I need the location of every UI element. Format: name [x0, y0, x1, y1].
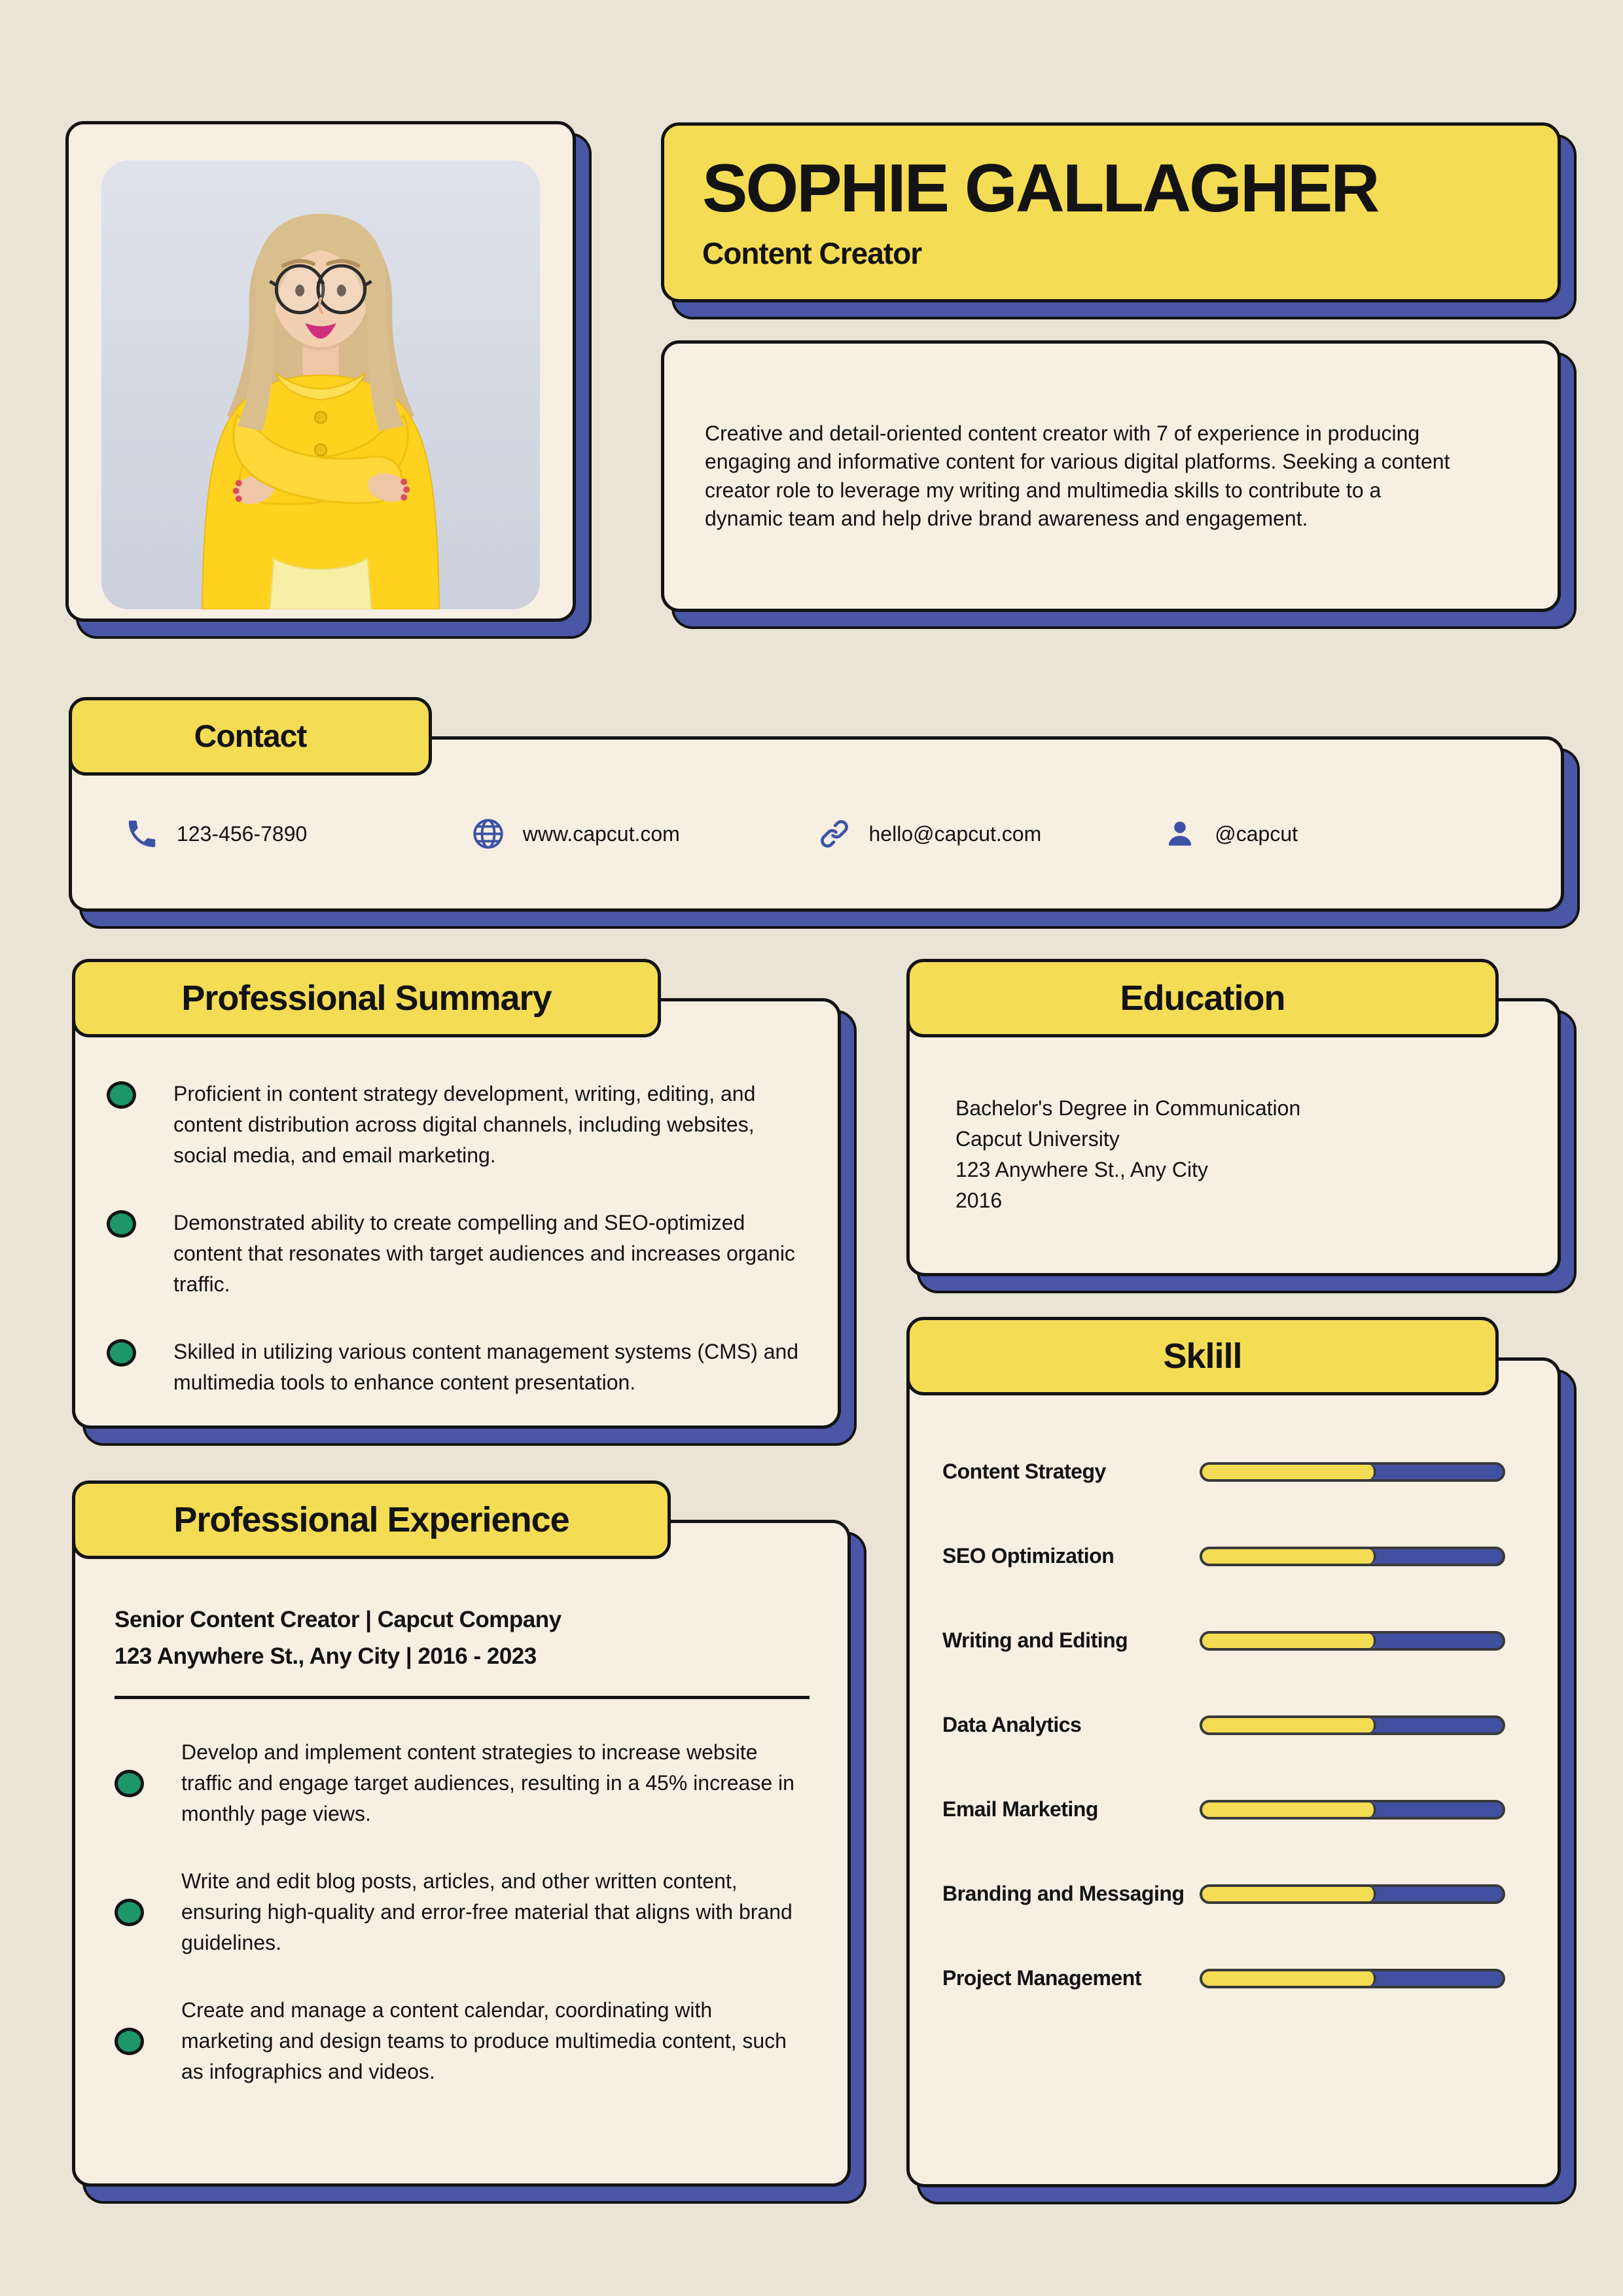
bullet-dot-icon — [115, 1899, 144, 1926]
skill-row — [942, 1852, 1505, 1936]
skill-bar-fill — [1202, 1718, 1376, 1732]
education-heading: Education — [1120, 978, 1285, 1018]
bullet-dot-icon — [107, 1339, 136, 1367]
skill-label: Content Strategy — [942, 1460, 1106, 1483]
contact-heading-tab — [69, 697, 432, 776]
photo-card — [65, 121, 576, 622]
skill-bar-fill — [1202, 1887, 1376, 1901]
skill-row — [942, 1514, 1505, 1598]
professional-summary-heading: Professional Summary — [181, 978, 552, 1018]
professional-experience-card — [72, 1520, 851, 2187]
website-url: www.capcut.com — [522, 821, 680, 846]
skill-row — [942, 1429, 1505, 1514]
contact-heading: Contact — [194, 719, 307, 754]
skill-bar-fill — [1202, 1549, 1376, 1564]
experience-bullet-text: Develop and implement content strategies to increase website traffic and engage target audiences, resulting in a 45% increase in monthly page views. — [181, 1740, 794, 1826]
summary-bullet-text: Demonstrated ability to create compelling and SEO-optimized content that resonates with target audiences and increases organic traffic. — [173, 1211, 795, 1297]
skill-bar — [1200, 1969, 1505, 1988]
globe-icon — [471, 816, 506, 852]
skill-row — [942, 1767, 1505, 1852]
experience-meta: 123 Anywhere St., Any City | 2016 - 2023 — [115, 1643, 537, 1669]
experience-bullet-row — [115, 1866, 810, 1958]
skills-section — [906, 1317, 1561, 2194]
social-handle: @capcut — [1215, 821, 1298, 846]
education-section — [906, 959, 1561, 1299]
summary-bullet-row — [107, 1336, 800, 1398]
professional-experience-heading-tab — [72, 1480, 671, 1559]
professional-summary-card — [72, 998, 841, 1429]
summary-bullet-text: Proficient in content strategy development, writing, editing, and content distribution across digital channels, including websites, social media, and email marketing. — [173, 1082, 756, 1168]
education-year: 2016 — [955, 1189, 1003, 1213]
skill-row — [942, 1683, 1505, 1767]
about-text: Creative and detail-oriented content creator with 7 of experience in producing engaging and informative content for various digital platforms. Seeking a content creator role to leverage my writing and multimedia skills to contribute to a dynamic team and help drive brand awareness and engagement. — [705, 422, 1450, 530]
summary-bullet-row — [107, 1208, 800, 1300]
skill-label: Writing and Editing — [942, 1628, 1128, 1652]
header-name-card — [661, 122, 1561, 302]
education-address: 123 Anywhere St., Any City — [955, 1158, 1208, 1182]
education-degree: Bachelor's Degree in Communication — [955, 1096, 1301, 1120]
experience-bullet-text: Create and manage a content calendar, coordinating with marketing and design teams to produce multimedia content, such as infographics and videos. — [181, 1998, 787, 2084]
education-card — [906, 998, 1561, 1276]
skill-row — [942, 1936, 1505, 2020]
contact-item-email[interactable] — [817, 816, 1163, 852]
professional-experience-heading: Professional Experience — [173, 1500, 569, 1539]
education-heading-tab — [906, 959, 1499, 1037]
phone-icon — [124, 816, 160, 852]
experience-role: Senior Content Creator | Capcut Company — [115, 1607, 562, 1632]
bullet-dot-icon — [107, 1210, 136, 1238]
skill-bar — [1200, 1547, 1505, 1566]
bullet-dot-icon — [115, 2028, 144, 2055]
skill-row — [942, 1598, 1505, 1683]
about-card — [661, 340, 1561, 612]
portrait-illustration — [101, 160, 540, 609]
skill-bar-fill — [1202, 1465, 1376, 1479]
skill-bar — [1200, 1884, 1505, 1904]
skills-heading: Sklill — [1163, 1336, 1242, 1376]
divider — [115, 1696, 810, 1699]
skills-heading-tab — [906, 1317, 1499, 1395]
skill-label: Data Analytics — [942, 1713, 1082, 1736]
skill-label: SEO Optimization — [942, 1544, 1115, 1568]
contact-item-website[interactable] — [471, 816, 817, 852]
professional-summary-heading-tab — [72, 959, 661, 1037]
person-name: SOPHIE GALLAGHER — [702, 151, 1378, 227]
contact-section — [69, 697, 1564, 933]
skill-label: Project Management — [942, 1966, 1141, 1990]
skill-bar — [1200, 1800, 1505, 1820]
skill-bar-fill — [1202, 1634, 1376, 1648]
summary-bullet-row — [107, 1079, 800, 1171]
bullet-dot-icon — [107, 1081, 136, 1109]
person-job-title: Content Creator — [702, 236, 922, 270]
bullet-dot-icon — [115, 1770, 144, 1797]
professional-summary-section — [72, 959, 841, 1446]
skill-bar — [1200, 1462, 1505, 1482]
professional-experience-section — [72, 1480, 851, 2194]
contact-item-social[interactable] — [1162, 816, 1508, 852]
email-address: hello@capcut.com — [868, 821, 1042, 846]
person-icon — [1162, 816, 1198, 852]
summary-bullet-text: Skilled in utilizing various content management systems (CMS) and multimedia tools to enhance content presentation. — [173, 1340, 799, 1395]
experience-bullet-row — [115, 1737, 810, 1829]
skills-card — [906, 1357, 1561, 2187]
experience-bullet-text: Write and edit blog posts, articles, and other written content, ensuring high-quality and error-free material that aligns with brand guidelines. — [181, 1869, 793, 1955]
skill-bar — [1200, 1631, 1505, 1651]
profile-photo — [101, 160, 540, 609]
experience-bullet-row — [115, 1995, 810, 2087]
link-icon — [817, 816, 852, 852]
phone-number: 123-456-7890 — [177, 821, 308, 846]
contact-item-phone[interactable] — [124, 816, 471, 852]
skill-bar-fill — [1202, 1803, 1376, 1817]
skill-bar — [1200, 1715, 1505, 1735]
skill-label: Email Marketing — [942, 1797, 1098, 1821]
skill-bar-fill — [1202, 1971, 1376, 1986]
skill-label: Branding and Messaging — [942, 1882, 1185, 1905]
education-school: Capcut University — [955, 1127, 1120, 1151]
